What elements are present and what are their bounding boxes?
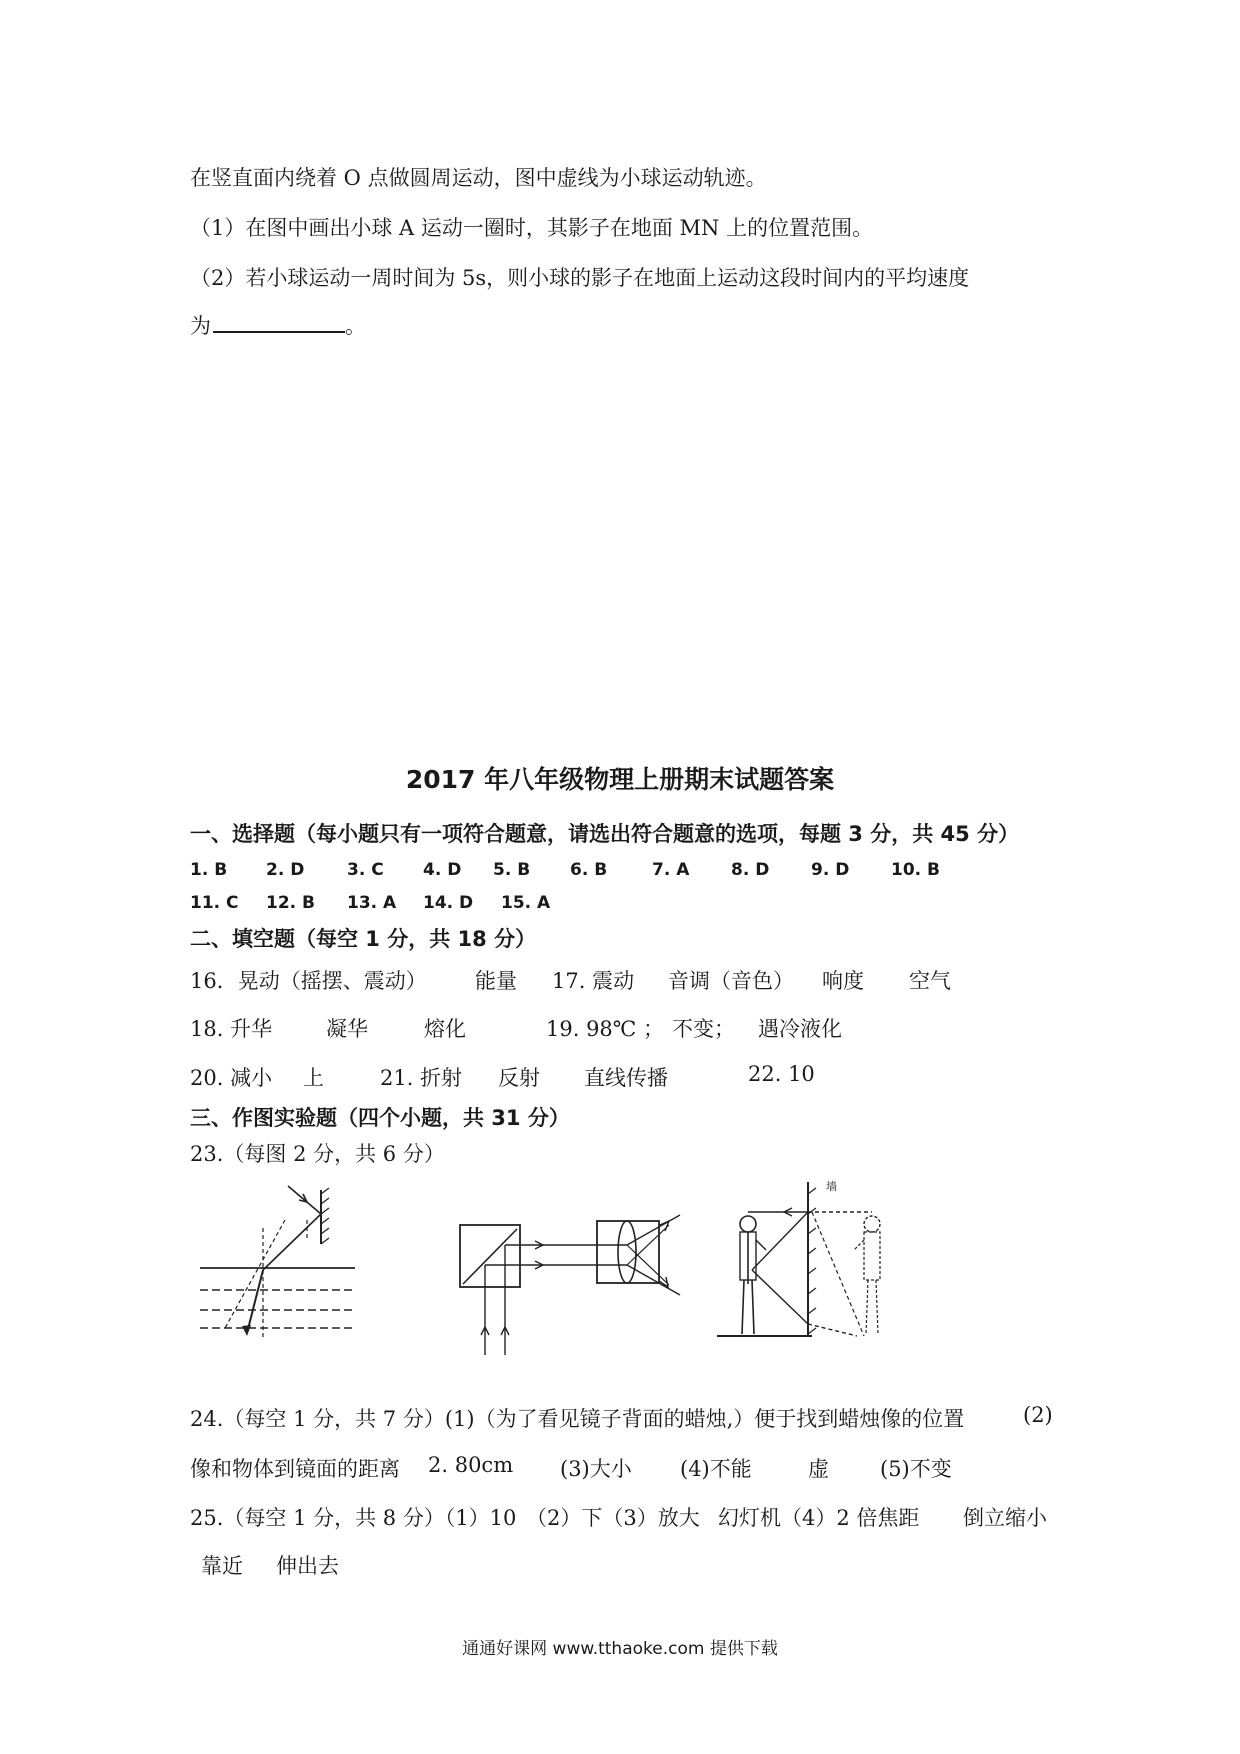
fill-answer: 响度 bbox=[822, 969, 864, 993]
choice-answer: 7. A bbox=[652, 860, 690, 880]
fill-answer: 不变； bbox=[672, 1017, 735, 1041]
question-23-label: 23.（每图 2 分，共 6 分） bbox=[190, 1142, 445, 1166]
fill-answer: 能量 bbox=[475, 969, 517, 993]
fill-answer: 18. 升华 bbox=[190, 1017, 273, 1041]
q25-answer: 靠近 bbox=[201, 1554, 243, 1578]
question-line-4-prefix: 为 bbox=[190, 314, 211, 338]
answer-title: 2017 年八年级物理上册期末试题答案 bbox=[405, 765, 835, 794]
fill-answer: 20. 减小 bbox=[190, 1066, 273, 1090]
question-line-2: （1）在图中画出小球 A 运动一圈时，其影子在地面 MN 上的位置范围。 bbox=[190, 216, 874, 240]
wall-label: 墙 bbox=[826, 1180, 837, 1193]
choice-answer: 6. B bbox=[570, 860, 608, 880]
choice-answer: 3. C bbox=[347, 860, 384, 880]
q24-answer: 2. 80cm bbox=[428, 1453, 514, 1477]
choice-answer: 9. D bbox=[811, 860, 850, 880]
mirror-wall-diagram bbox=[712, 1174, 907, 1349]
q24-answer: (4)不能 bbox=[680, 1457, 752, 1481]
q24-answer: 虚 bbox=[808, 1457, 829, 1481]
fill-answer: 熔化 bbox=[424, 1017, 466, 1041]
q24-answer: (5)不变 bbox=[880, 1457, 952, 1481]
answer-blank[interactable] bbox=[213, 313, 345, 333]
q24-line-1-text: 24.（每空 1 分，共 7 分）(1)（为了看见镜子背面的蜡烛,）便于找到蜡烛像的位置 bbox=[190, 1407, 965, 1431]
q25-answer: 25.（每空 1 分，共 8 分）（1）10 bbox=[190, 1506, 517, 1530]
choice-answer: 2. D bbox=[266, 860, 305, 880]
refraction-diagram bbox=[195, 1178, 370, 1338]
choice-answer: 12. B bbox=[266, 893, 315, 913]
section-3-heading: 三、作图实验题（四个小题，共 31 分） bbox=[190, 1106, 570, 1130]
question-line-4 bbox=[190, 310, 366, 340]
fill-answer: 反射 bbox=[498, 1066, 540, 1090]
fill-answer: 22. 10 bbox=[748, 1062, 815, 1086]
fill-answer: 空气 bbox=[909, 969, 951, 993]
fill-answer: 21. 折射 bbox=[380, 1066, 463, 1090]
fill-answer: 上 bbox=[303, 1066, 324, 1090]
footer-credit: 通通好课网 www.tthaoke.com 提供下载 bbox=[462, 1639, 778, 1659]
fill-answer: 遇冷液化 bbox=[758, 1017, 842, 1041]
q24-line-1-end: (2) bbox=[1023, 1403, 1053, 1427]
choice-answer: 1. B bbox=[190, 860, 228, 880]
question-line-4-suffix: 。 bbox=[345, 314, 366, 338]
q25-answer: 幻灯机（4）2 倍焦距 bbox=[718, 1506, 920, 1530]
q25-answer: 倒立缩小 bbox=[963, 1506, 1047, 1530]
lens-box-diagram bbox=[455, 1185, 700, 1360]
choice-answer: 11. C bbox=[190, 893, 239, 913]
choice-answer: 13. A bbox=[347, 893, 397, 913]
fill-answer: 音调（音色） bbox=[668, 969, 794, 993]
section-1-heading: 一、选择题（每小题只有一项符合题意，请选出符合题意的选项，每题 3 分，共 45 分） bbox=[190, 822, 1020, 846]
choice-answer: 5. B bbox=[493, 860, 531, 880]
choice-answer: 15. A bbox=[501, 893, 551, 913]
choice-answer: 14. D bbox=[423, 893, 474, 913]
choice-answer: 8. D bbox=[731, 860, 770, 880]
fill-answer: 直线传播 bbox=[584, 1066, 668, 1090]
q24-answer: (3)大小 bbox=[560, 1457, 632, 1481]
fill-answer: 19. 98℃ ； bbox=[546, 1017, 664, 1041]
fill-answer: 17. 震动 bbox=[552, 969, 635, 993]
section-2-heading: 二、填空题（每空 1 分，共 18 分） bbox=[190, 927, 537, 951]
fill-answer: 16．晃动（摇摆、震动） bbox=[190, 969, 427, 993]
q25-answer: 伸出去 bbox=[276, 1554, 339, 1578]
q24-answer: 像和物体到镜面的距离 bbox=[190, 1457, 400, 1481]
question-line-1: 在竖直面内绕着 O 点做圆周运动，图中虚线为小球运动轨迹。 bbox=[190, 166, 767, 190]
q25-answer: （2）下（3）放大 bbox=[526, 1506, 700, 1530]
fill-answer: 凝华 bbox=[326, 1017, 368, 1041]
choice-answer: 10. B bbox=[891, 860, 940, 880]
question-line-3: （2）若小球运动一周时间为 5s，则小球的影子在地面上运动这段时间内的平均速度 bbox=[190, 266, 970, 290]
choice-answer: 4. D bbox=[423, 860, 462, 880]
